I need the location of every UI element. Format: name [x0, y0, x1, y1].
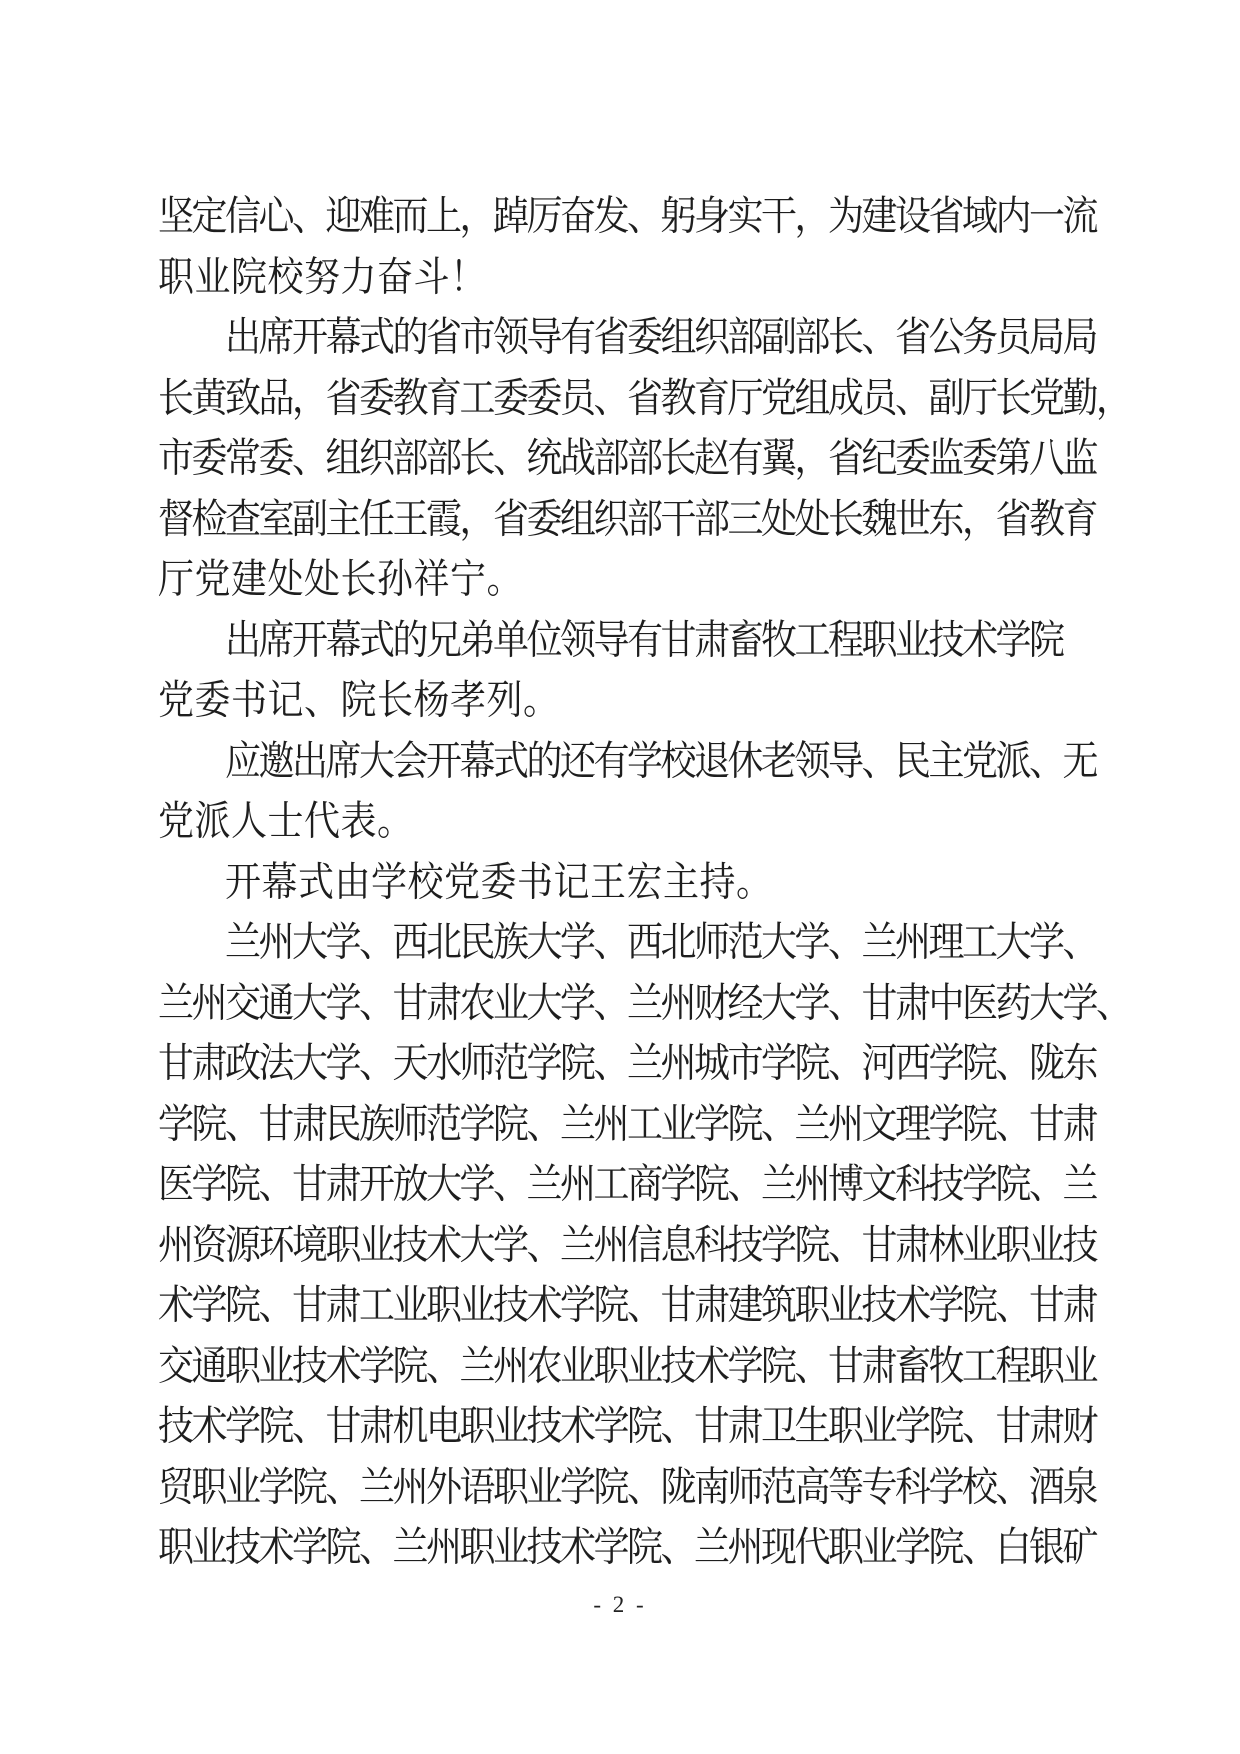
text-line: 党委书记、院长杨孝列。 — [158, 677, 560, 723]
text-line: 医学院、甘肃开放大学、兰州工商学院、兰州博文科技学院、兰 — [158, 1161, 1097, 1207]
text-line: 兰州交通大学、甘肃农业大学、兰州财经大学、甘肃中医药大学、 — [158, 980, 1130, 1025]
text-line: 出席开幕式的省市领导有省委组织部副部长、省公务员局局 — [225, 314, 1097, 360]
text-line: 州资源环境职业技术大学、兰州信息科技学院、甘肃林业职业技 — [158, 1222, 1097, 1267]
text-line: 长黄致品，省委教育工委委员、省教育厅党组成员、副厅长党勤， — [158, 375, 1130, 420]
text-line: 督检查室副主任王霞，省委组织部干部三处处长魏世东，省教育 — [158, 496, 1097, 541]
text-line: 职业技术学院、兰州职业技术学院、兰州现代职业学院、白银矿 — [158, 1524, 1097, 1570]
text-line: 职业院校努力奋斗！ — [158, 254, 487, 299]
page-number: - 2 - — [593, 1592, 647, 1617]
text-line: 学院、甘肃民族师范学院、兰州工业学院、兰州文理学院、甘肃 — [158, 1101, 1097, 1146]
text-line: 兰州大学、西北民族大学、西北师范大学、兰州理工大学、 — [225, 919, 1097, 965]
text-line: 应邀出席大会开幕式的还有学校退休老领导、民主党派、无 — [225, 738, 1097, 783]
text-line: 坚定信心、迎难而上，踔厉奋发、躬身实干，为建设省域内一流 — [158, 193, 1097, 239]
text-line: 技术学院、甘肃机电职业技术学院、甘肃卫生职业学院、甘肃财 — [158, 1403, 1097, 1449]
text-line: 开幕式由学校党委书记王宏主持。 — [225, 859, 773, 904]
text-line: 党派人士代表。 — [158, 798, 414, 844]
text-line: 出席开幕式的兄弟单位领导有甘肃畜牧工程职业技术学院 — [225, 617, 1063, 662]
text-line: 交通职业技术学院、兰州农业职业技术学院、甘肃畜牧工程职业 — [158, 1343, 1097, 1388]
text-line: 市委常委、组织部部长、统战部部长赵有翼，省纪委监委第八监 — [158, 435, 1097, 481]
text-line: 甘肃政法大学、天水师范学院、兰州城市学院、河西学院、陇东 — [158, 1040, 1097, 1086]
document-body-text — [158, 186, 1130, 1578]
text-line: 厅党建处处长孙祥宁。 — [158, 556, 524, 602]
text-line: 术学院、甘肃工业职业技术学院、甘肃建筑职业技术学院、甘肃 — [158, 1282, 1097, 1328]
text-line: 贸职业学院、兰州外语职业学院、陇南师范高等专科学校、酒泉 — [158, 1464, 1097, 1509]
